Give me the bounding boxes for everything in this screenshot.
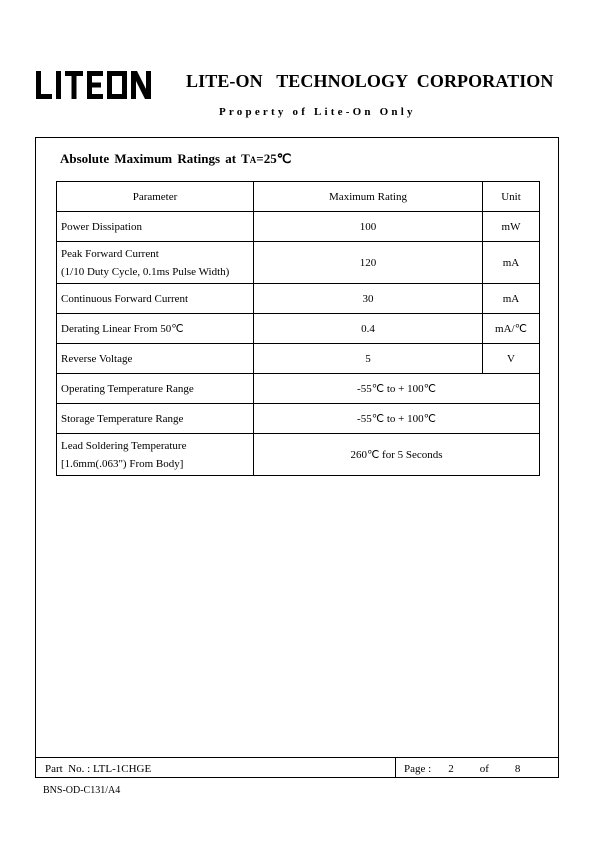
unit-cell: mA — [483, 284, 540, 314]
rating-cell: 0.4 — [254, 314, 483, 344]
footer-divider — [395, 758, 396, 778]
page-indicator: Page : 2 of 8 — [404, 763, 521, 775]
param-cell: Storage Temperature Range — [57, 404, 254, 434]
table-row — [57, 344, 540, 374]
unit-cell: mA/℃ — [483, 314, 540, 344]
rating-cell: 120 — [254, 242, 483, 284]
unit-cell: V — [483, 344, 540, 374]
table-row — [57, 434, 540, 476]
rating-cell: 30 — [254, 284, 483, 314]
section-title: Absolute Maximum Ratings at TA=25℃ — [60, 151, 292, 166]
rating-cell: -55℃ to + 100℃ — [254, 404, 540, 434]
ratings-table — [56, 181, 540, 476]
unit-cell: mW — [483, 212, 540, 242]
table-row — [57, 284, 540, 314]
param-cell: Derating Linear From 50℃ — [57, 314, 254, 344]
rating-cell: 100 — [254, 212, 483, 242]
unit-cell: mA — [483, 242, 540, 284]
table-row — [57, 404, 540, 434]
property-notice: Property of Lite-On Only — [219, 106, 416, 118]
liteon-logo — [36, 71, 151, 99]
param-cell: Power Dissipation — [57, 212, 254, 242]
header-parameter: Parameter — [57, 182, 254, 212]
company-name: LITE-ON TECHNOLOGY CORPORATION — [186, 71, 554, 91]
table-row — [57, 314, 540, 344]
footer-bar — [35, 757, 559, 778]
param-cell: Continuous Forward Current — [57, 284, 254, 314]
param-cell: Reverse Voltage — [57, 344, 254, 374]
rating-cell: -55℃ to + 100℃ — [254, 374, 540, 404]
table-row — [57, 212, 540, 242]
table-row — [57, 374, 540, 404]
rating-cell: 5 — [254, 344, 483, 374]
table-header-row — [57, 182, 540, 212]
rating-cell: 260℃ for 5 Seconds — [254, 434, 540, 476]
header-maximum-rating: Maximum Rating — [254, 182, 483, 212]
part-number: Part No. : LTL-1CHGE — [45, 763, 152, 775]
param-cell: Lead Soldering Temperature [1.6mm(.063") From Body] — [57, 434, 254, 476]
param-cell: Operating Temperature Range — [57, 374, 254, 404]
param-cell: Peak Forward Current (1/10 Duty Cycle, 0.1ms Pulse Width) — [57, 242, 254, 284]
table-row — [57, 242, 540, 284]
document-code: BNS-OD-C131/A4 — [43, 785, 121, 796]
header-unit: Unit — [483, 182, 540, 212]
